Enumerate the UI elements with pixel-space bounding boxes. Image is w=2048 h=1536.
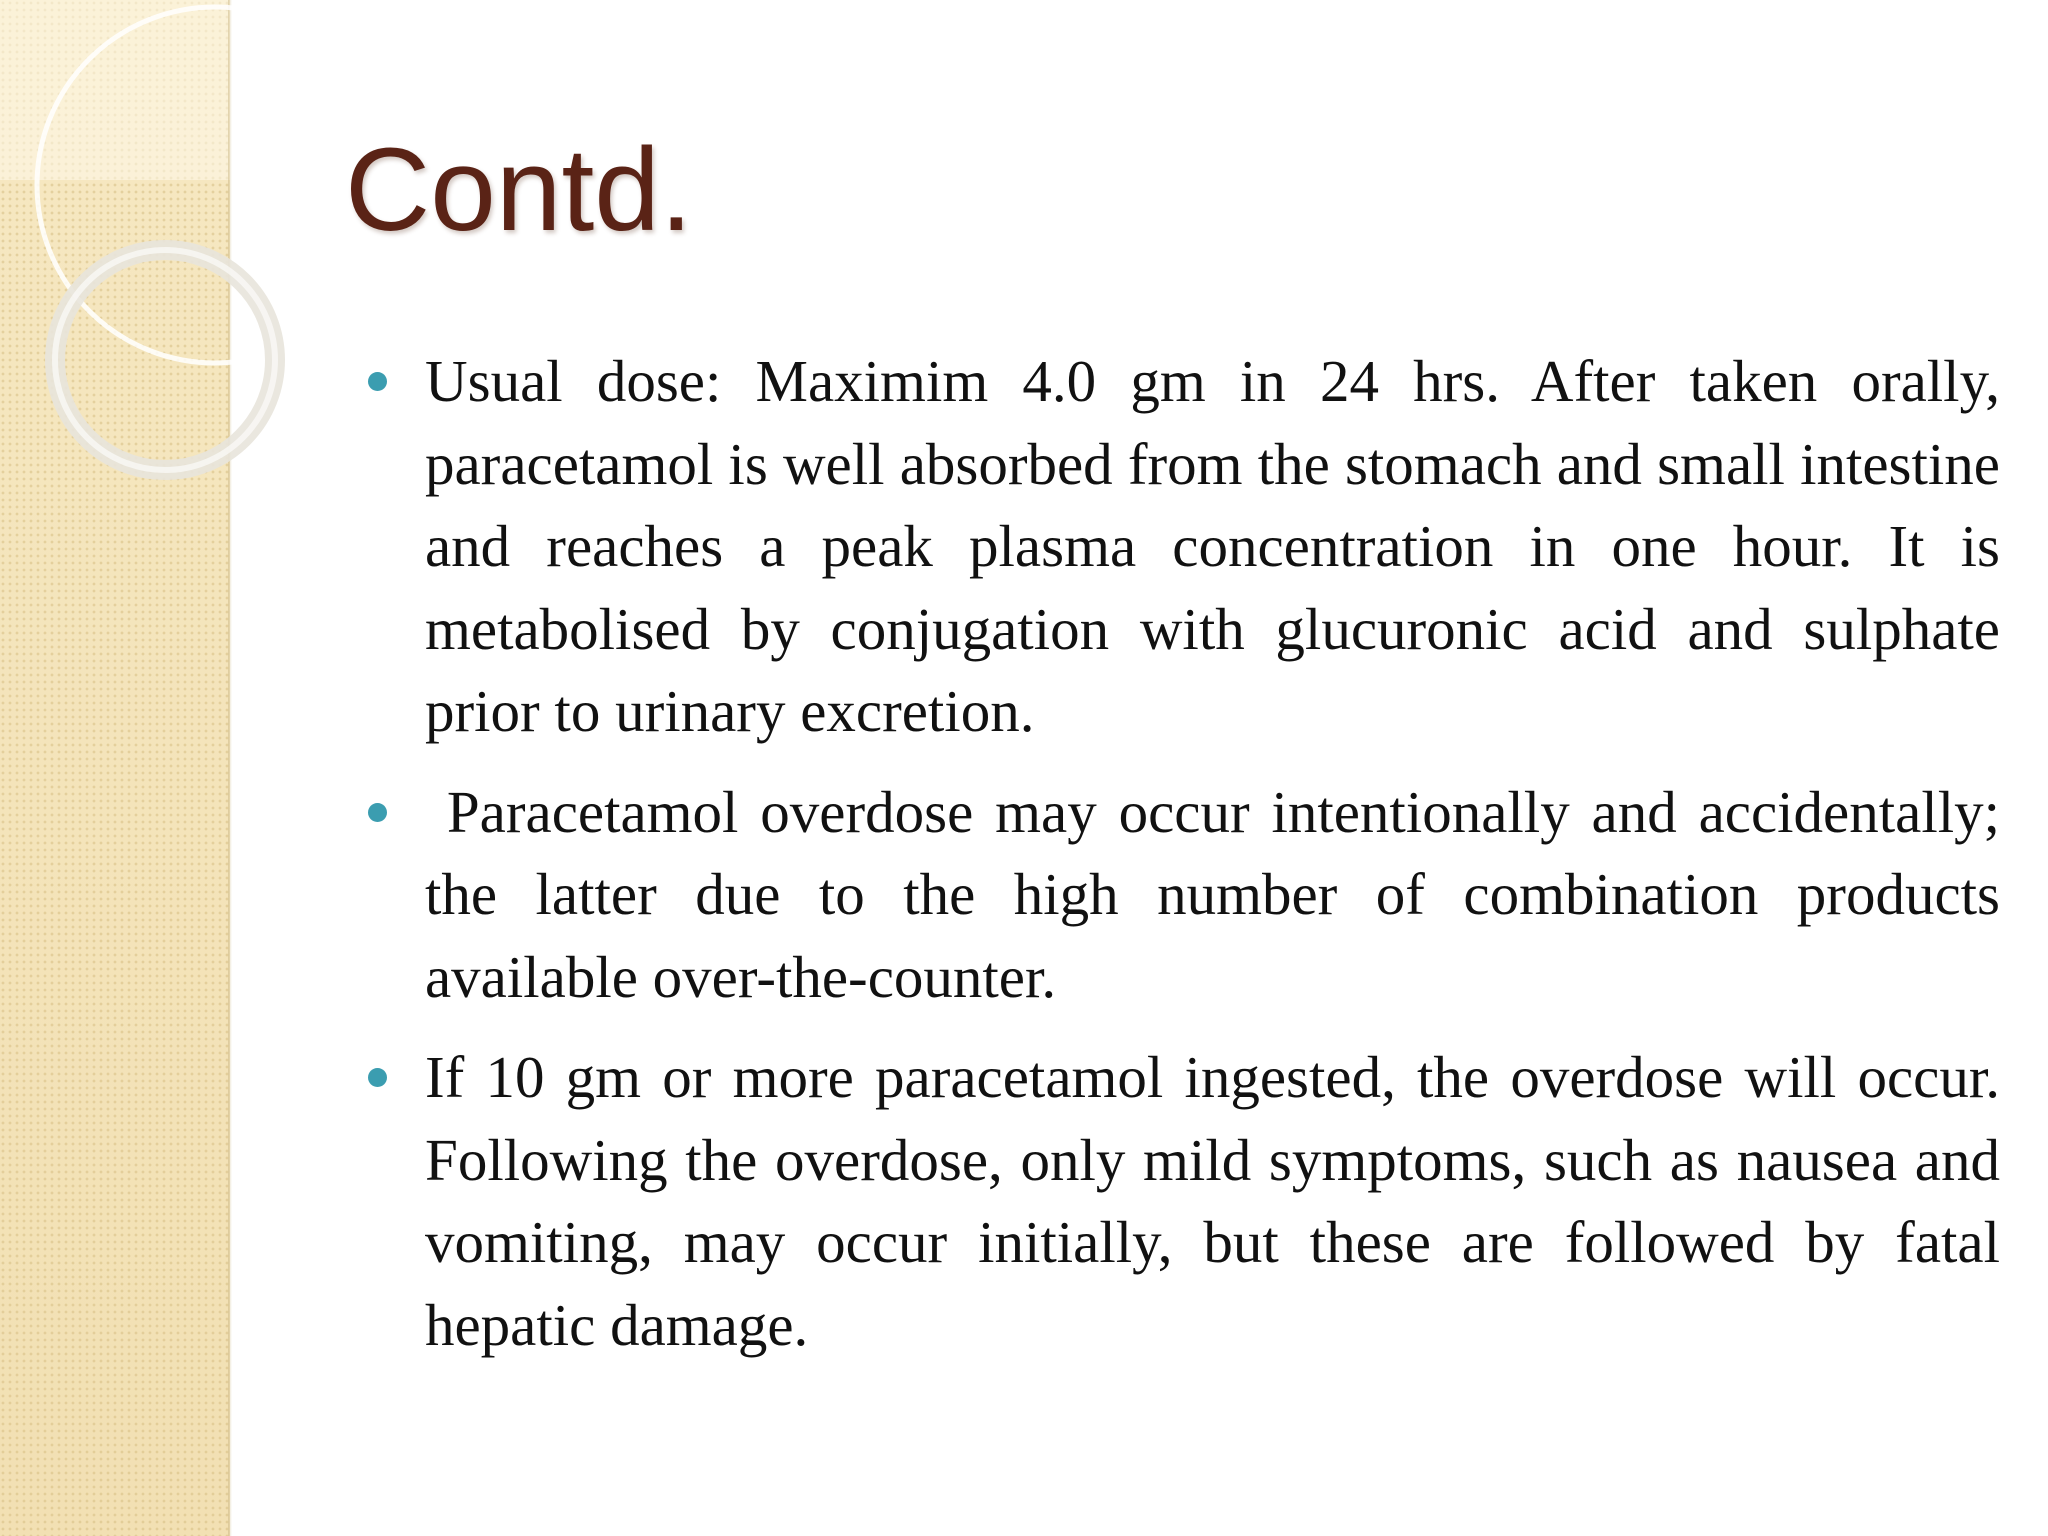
slide-title: Contd. (345, 124, 693, 256)
bullet-text: Usual dose: Maximim 4.0 gm in 24 hrs. After taken orally, paracetamol is well absorbed from the stomach and small intestine and reaches a peak plasma concentration in one hour. It is metabolised by conjugation with glucuronic acid and sulphate prior to urinary excretion. (425, 348, 2000, 744)
bullet-dot-icon (368, 803, 387, 822)
decorative-large-ring (37, 7, 393, 363)
bullet-item-ingestion (360, 1036, 2000, 1366)
bullet-dot-icon (368, 1068, 387, 1087)
decorative-rings (0, 0, 240, 520)
bullet-text: If 10 gm or more paracetamol ingested, the overdose will occur. Following the overdose, only mild symptoms, such as nausea and vomiting, may occur initially, but these are followed by fatal hepatic damage. (425, 1044, 2000, 1358)
bullet-item-usual-dose (360, 340, 2000, 753)
bullet-text: Paracetamol overdose may occur intentionally and accidentally; the latter due to the high number of combination products available over-the-counter. (425, 778, 2000, 1010)
bullet-dot-icon (368, 372, 387, 391)
bullet-list (360, 340, 2000, 1384)
bullet-item-overdose (360, 771, 2000, 1019)
